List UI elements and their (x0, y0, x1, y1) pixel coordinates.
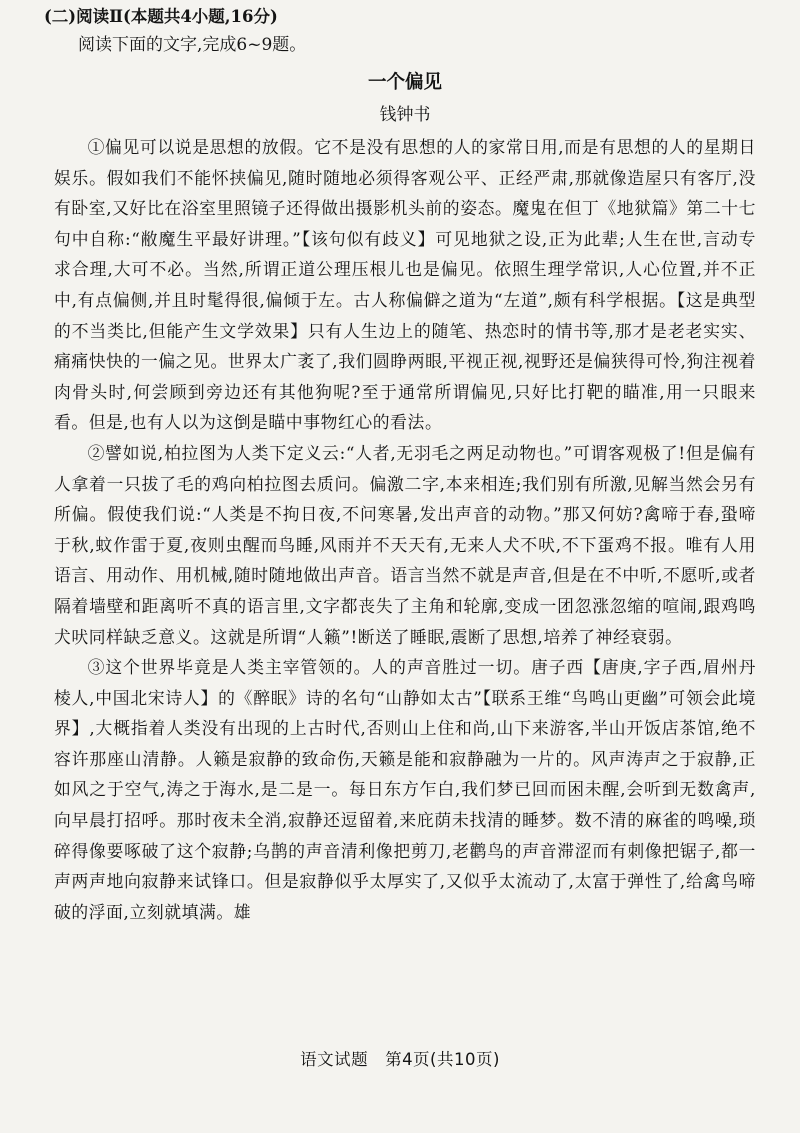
article-title: 一个偏见 (367, 72, 442, 93)
section-heading: (二)阅读Ⅱ(本题共4小题,16分) (44, 7, 278, 26)
reading-instruction: 阅读下面的文字,完成6~9题。 (78, 35, 307, 55)
paragraph-1: ①偏见可以说是思想的放假。它不是没有思想的人的家常日用,而是有思想的人的星期日娱乐。假如我们不能怀挟偏见,随时随地必须得客观公平、正经严肃,那就像造屋只有客厅,没有卧室,又好比在浴室里照镜子还得做出摄影机头前的姿态。魔鬼在但丁《地狱篇》第二十七句中自称:“敝魔生平最好讲理。”【该句似有歧义】可见地狱之设,正为此辈;人生在世,言动专求合理,大可不必。当然,所谓正道公理压根儿也是偏见。依照生理学常识,人心位置,并不正中,有点偏侧,并且时髦得很,偏倾于左。古人称偏僻之道为“左道”,颇有科学根据。【这是典型的不当类比,但能产生文学效果】只有人生边上的随笔、热恋时的情书等,那才是老老实实、痛痛快快的一偏之见。世界太广袤了,我们圆睁两眼,平视正视,视野还是偏狭得可怜,狗注视着肉骨头时,何尝顾到旁边还有其他狗呢?至于通常所谓偏见,只好比打靶的瞄准,用一只眼来看。但是,也有人以为这倒是瞄中事物红心的看法。 (54, 137, 756, 433)
paragraph-3: ③这个世界毕竟是人类主宰管领的。人的声音胜过一切。唐子西【唐庚,字子西,眉州丹棱人,中国北宋诗人】的《醉眠》诗的名句“山静如太古”【联系王维“鸟鸣山更幽”可领会此境界】,大概指着人类没有出现的上古时代,否则山上住和尚,山下来游客,半山开饭店茶馆,绝不容许那座山清静。人籁是寂静的致命伤,天籁是能和寂静融为一片的。风声涛声之于寂静,正如风之于空气,涛之于海水,是二是一。每日东方乍白,我们梦已回而困未醒,会听到无数禽声,向早晨打招呼。那时夜未全消,寂静还逗留着,来庇荫未找清的睡梦。数不清的麻雀的鸣噪,琐碎得像要啄破了这个寂静;乌鹊的声音清利像把剪刀,老鹳鸟的声音滞涩而有刺像把锯子,都一声两声地向寂静来试锋口。但是寂静似乎太厚实了,又似乎太流动了,太富于弹性了,给禽鸟啼破的浮面,立刻就填满。雄 (54, 657, 756, 922)
paragraph-2: ②譬如说,柏拉图为人类下定义云:“人者,无羽毛之两足动物也。”可谓客观极了!但是偏有人拿着一只拔了毛的鸡向柏拉图去质问。偏激二字,本来相连;我们别有所激,见解当然会另有所偏。假使我们说:“人类是不拘日夜,不问寒暑,发出声音的动物。”那又何妨?禽啼于春,蛩啼于秋,蚊作雷于夏,夜则虫醒而鸟睡,风雨并不天天有,无来人犬不吠,不下蛋鸡不报。唯有人用语言、用动作、用机械,随时随地做出声音。语言当然不就是声音,但是在不中听,不愿听,或者隔着墙壁和距离听不真的语言里,文字都丧失了主角和轮廓,变成一团忽涨忽缩的喧闹,跟鸡鸣犬吠同样缺乏意义。这就是所谓“人籁”!断送了睡眠,震断了思想,培养了神经衰弱。 (54, 442, 756, 647)
article-author: 钱钟书 (379, 105, 431, 125)
page-footer: 语文试题 第4页(共10页) (300, 1050, 500, 1069)
